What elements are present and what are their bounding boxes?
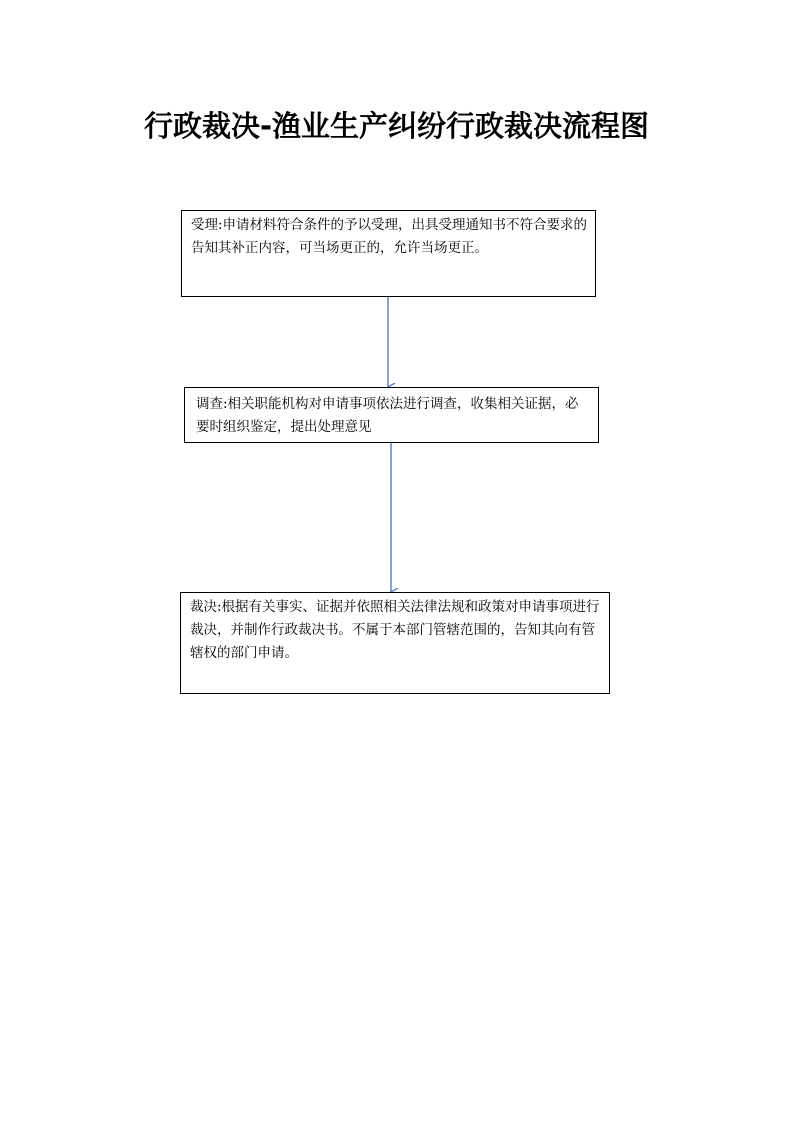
- flow-step-accept: [181, 210, 596, 297]
- flow-step-investigate-text: 调查:相关职能机构对申请事项依法进行调查，收集相关证据，必要时组织鉴定，提出处理意见: [196, 396, 579, 435]
- flow-step-investigate: [184, 387, 599, 443]
- flow-step-ruling-text: 裁决:根据有关事实、证据并依照相关法律法规和政策对申请事项进行裁决，并制作行政裁决书。不属于本部门管辖范围的，告知其向有管辖权的部门申请。: [190, 599, 600, 661]
- page-title: 行政裁决-渔业生产纠纷行政裁决流程图: [143, 109, 650, 143]
- flow-step-accept-text: 受理:申请材料符合条件的予以受理，出具受理通知书不符合要求的告知其补正内容，可当场更正的，允许当场更正。: [191, 217, 588, 256]
- flow-step-ruling: [180, 592, 610, 694]
